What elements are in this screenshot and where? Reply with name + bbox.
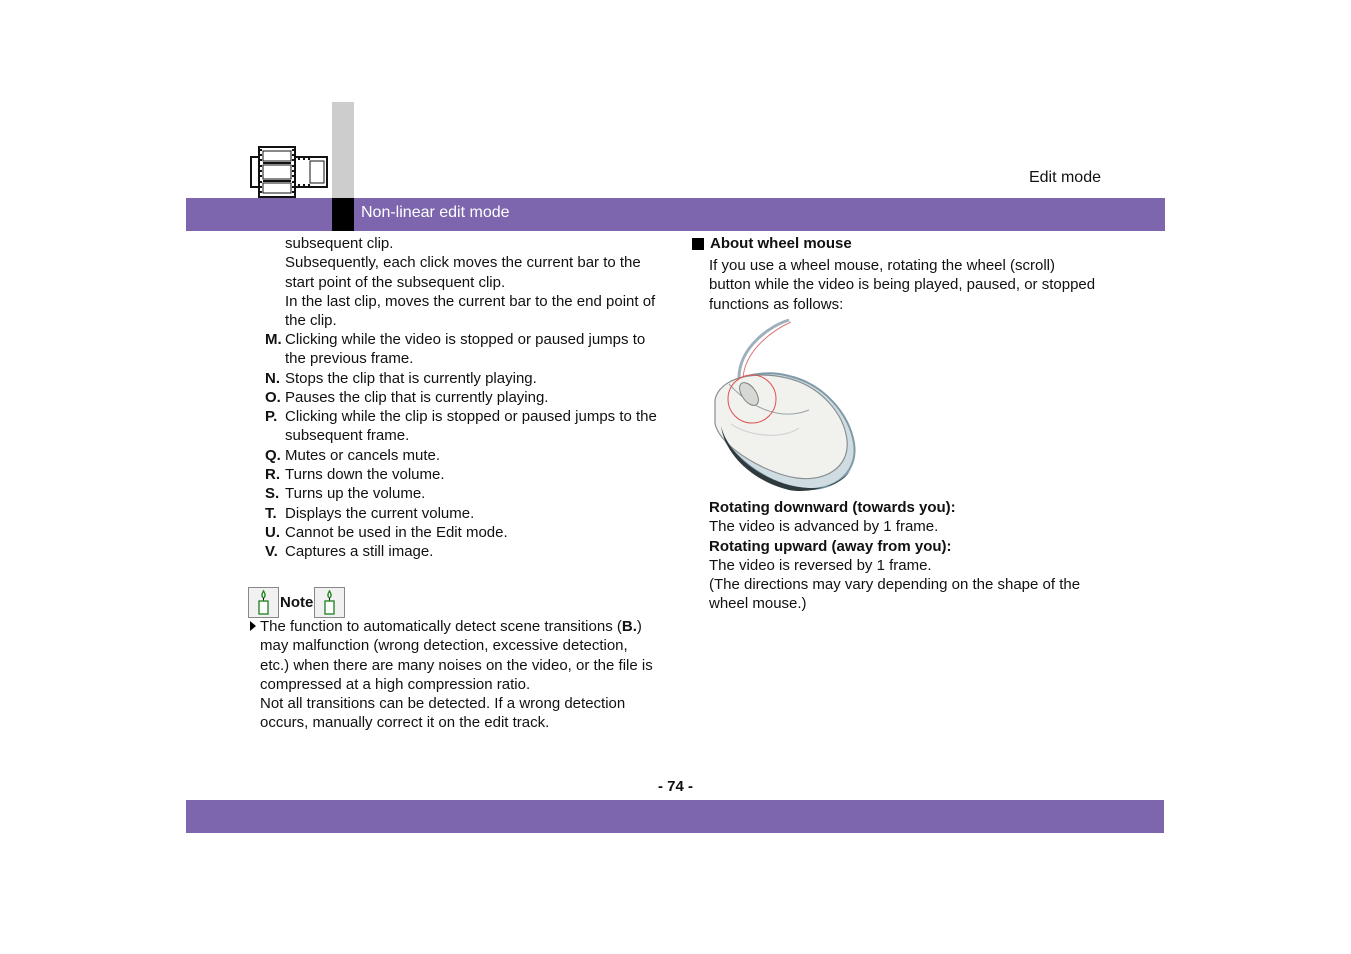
list-item xyxy=(265,504,665,523)
list-item xyxy=(265,446,665,465)
list-item xyxy=(265,484,665,503)
header-marker xyxy=(332,198,354,231)
footer-band xyxy=(186,800,1164,833)
item-key: Q. xyxy=(265,446,281,464)
down-label: Rotating downward (towards you): xyxy=(709,499,956,516)
about-heading-text: About wheel mouse xyxy=(710,235,852,252)
item-key: R. xyxy=(265,466,280,484)
list-item xyxy=(265,465,665,484)
note-paragraph xyxy=(248,617,658,694)
wheel-description xyxy=(709,498,1099,614)
up-label: Rotating upward (away from you): xyxy=(709,537,952,555)
wheel-mouse-illustration xyxy=(709,318,869,496)
section-title: Edit mode xyxy=(1028,169,1101,186)
down-text: The video is advanced by 1 frame. xyxy=(709,518,939,536)
item-text: Displays the current volume. xyxy=(285,504,475,522)
note-ref: B. xyxy=(621,618,637,635)
list-item xyxy=(265,388,665,407)
up-text: The video is reversed by 1 frame. xyxy=(709,556,932,574)
function-list xyxy=(265,330,665,562)
item-key: U. xyxy=(265,523,280,541)
item-key: V. xyxy=(265,543,278,561)
header-tab xyxy=(332,102,354,198)
film-strip-icon xyxy=(250,145,330,199)
item-text: Turns down the volume. xyxy=(285,466,445,484)
bullet-triangle-icon xyxy=(250,621,256,631)
note-candle-icon xyxy=(248,587,279,618)
item-text: Mutes or cancels mute. xyxy=(285,446,441,464)
intro-line: In the last clip, moves the current bar to the end point of the clip. xyxy=(285,292,656,330)
list-item xyxy=(265,330,665,369)
item-text: Turns up the volume. xyxy=(285,485,426,503)
intro-line: subsequent clip. xyxy=(285,235,394,252)
item-key: T. xyxy=(265,504,277,522)
note-text: The function to automatically detect scene transitions ( xyxy=(260,618,622,635)
page-number: - 74 - xyxy=(657,778,693,795)
item-key: M. xyxy=(265,331,282,348)
item-key: P. xyxy=(265,408,278,426)
item-text: Captures a still image. xyxy=(285,543,434,561)
note-header xyxy=(248,586,345,619)
caveat-text: (The directions may vary depending on the shape of the wheel mouse.) xyxy=(709,576,1081,613)
item-text: Clicking while the video is stopped or paused jumps to the previous frame. xyxy=(285,331,646,368)
page-title: Non-linear edit mode xyxy=(361,204,510,221)
list-item xyxy=(265,369,665,388)
about-text: If you use a wheel mouse, rotating the wheel (scroll) button while the video is being played, paused, or stopped functions as follows: xyxy=(709,257,1096,313)
about-heading xyxy=(692,234,852,253)
item-key: O. xyxy=(265,388,281,406)
note-candle-icon xyxy=(314,587,345,618)
square-bullet-icon xyxy=(692,238,704,250)
item-text: Clicking while the clip is stopped or paused jumps to the subsequent frame. xyxy=(285,408,657,445)
list-item xyxy=(265,542,665,561)
item-key: N. xyxy=(265,369,280,387)
note-label: Note xyxy=(280,594,314,611)
note-text: ) may malfunction (wrong detection, excessive detection, etc.) when there are many noises on the video, or the file is compressed at a high compression ratio. xyxy=(260,618,653,693)
item-text: Stops the clip that is currently playing. xyxy=(285,369,537,387)
note-paragraph: Not all transitions can be detected. If a wrong detection occurs, manually correct it on the edit track. xyxy=(260,695,626,732)
intro-line: Subsequently, each click moves the current bar to the start point of the subsequent clip. xyxy=(285,254,641,291)
intro-text xyxy=(285,234,665,330)
list-item xyxy=(265,407,665,446)
note-body xyxy=(248,617,658,733)
list-item xyxy=(265,523,665,542)
item-text: Cannot be used in the Edit mode. xyxy=(285,523,508,541)
item-key: S. xyxy=(265,485,280,503)
item-text: Pauses the clip that is currently playing. xyxy=(285,388,549,406)
